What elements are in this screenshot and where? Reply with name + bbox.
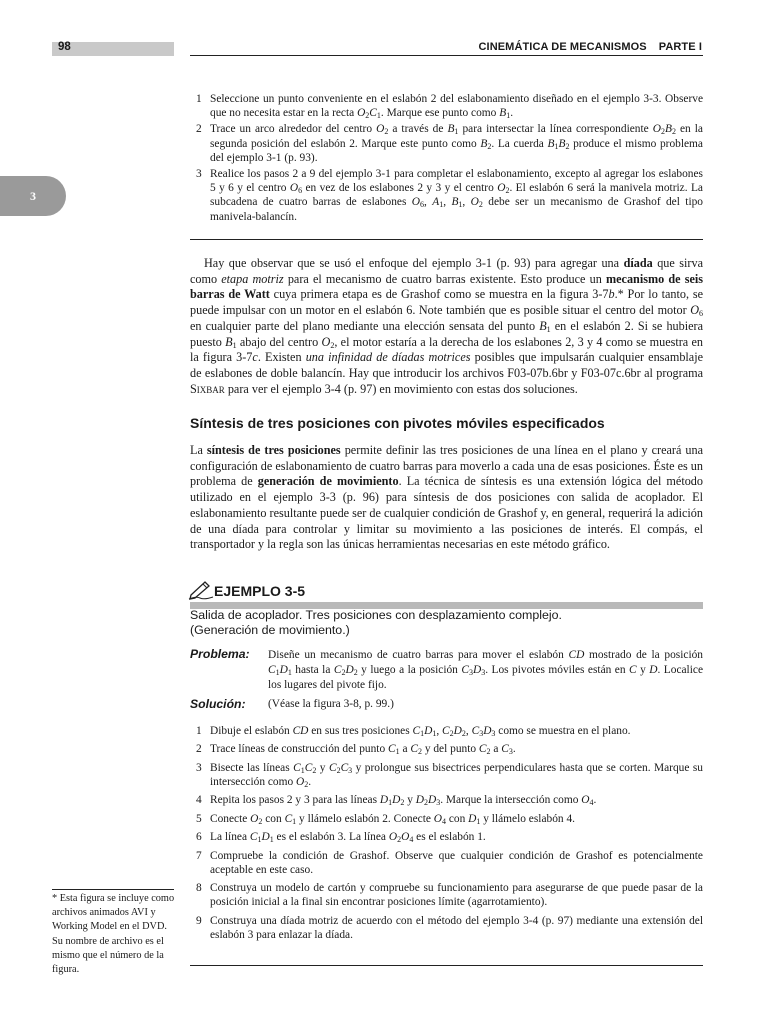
example-end-rule bbox=[190, 965, 703, 966]
step-item bbox=[196, 724, 703, 738]
step-text: Trace líneas de construcción del punto $C_1$ a $C_2$ y del punto $C_2$ a $C_3$. bbox=[210, 743, 516, 757]
step-list-b bbox=[196, 724, 703, 946]
book-title: CINEMÁTICA DE MECANISMOS bbox=[478, 41, 647, 53]
solution-text: (Véase la figura 3-8, p. 99.) bbox=[268, 698, 394, 710]
body-paragraph-three-position: La síntesis de tres posiciones permite definir las tres posiciones de una línea en el plano y creará una configuración de eslabonamiento de cuatro barras para moverlo a cada una de esas posiciones. Éste es un problema de generación de movimiento. La técnica de síntesis es una extensión lógica del método utilizado en el ejemplo 3-3 (p. 96) para síntesis de dos posiciones con salida de acoplador. El eslabonamiento resultante puede ser de cualquier condición de Grashof y, en general, requerirá la adición de una díada para controlar y limitar su movimiento a las posiciones de interés. El compás, el transportador y la regla son las únicas herramientas necesarias en este método gráfico. bbox=[190, 443, 704, 552]
example-title: EJEMPLO 3-5 bbox=[214, 583, 306, 599]
problem-text: Diseñe un mecanismo de cuatro barras para mover el eslabón CD mostrado de la posición $C_1D_1$ hasta la $C_2D_2$ y luego a la posición $C_3D_3$. Los pivotes móviles están en C y D. Localice los lugares del pivote fijo. bbox=[268, 649, 704, 691]
step-text: Seleccione un punto conveniente en el eslabón 2 del eslabonamiento diseñado en el ejemplo 3-3. Observe que no necesita estar en la recta $O_2C_1$. Marque ese punto como $B_1$. bbox=[210, 93, 703, 121]
page-number: 98 bbox=[58, 41, 71, 53]
example-subtitle-line-1: Salida de acoplador. Tres posiciones con desplazamiento complejo. bbox=[190, 608, 562, 622]
step-text: Construya un modelo de cartón y compruebe su funcionamiento para asegurarse de que puede pasar de la posición inicial a la final sin encontrar posiciones límite (agarrotamiento). bbox=[210, 882, 703, 909]
footnote-rule bbox=[52, 889, 174, 890]
footnote: * Esta figura se incluye como archivos animados AVI y Working Model en el DVD. Su nombre de archivo es el mismo que el número de la figura. bbox=[52, 893, 175, 976]
step-item bbox=[196, 830, 703, 844]
step-text: Realice los pasos 2 a 9 del ejemplo 3-1 para completar el eslabonamiento, excepto al agregar los eslabones 5 y 6 y el centro $O_6$ en vez de los eslabones 2 y 3 y el centro $O_2$. El eslabón 6 será la manivela motriz. La subcadena de cuatro barras de eslabones $O_6$, $A_1$, $B_1$, $O_2$ debe ser un mecanismo de Grashof del tipo manivela-balancín. bbox=[210, 168, 703, 223]
step-number: 8 bbox=[196, 882, 202, 895]
step-number: 9 bbox=[196, 914, 202, 927]
solution-label: Solución: bbox=[190, 697, 246, 711]
running-header bbox=[479, 41, 703, 53]
step-number: 7 bbox=[196, 849, 202, 862]
step-number: 1 bbox=[196, 93, 202, 105]
chapter-number: 3 bbox=[30, 188, 36, 203]
step-item bbox=[196, 849, 703, 877]
step-list-a bbox=[196, 92, 703, 226]
step-item bbox=[196, 812, 703, 826]
step-number: 1 bbox=[196, 725, 202, 737]
step-item bbox=[196, 122, 703, 165]
step-text: Compruebe la condición de Grashof. Observe que cualquier condición de Grashof es potencialmente aceptable en este caso. bbox=[210, 849, 703, 876]
header-rule bbox=[190, 55, 703, 56]
step-number: 5 bbox=[196, 812, 202, 825]
step-number: 4 bbox=[196, 794, 202, 807]
step-item bbox=[196, 92, 703, 120]
part-label: PARTE I bbox=[658, 41, 702, 53]
step-item bbox=[196, 914, 703, 942]
step-item bbox=[196, 761, 703, 789]
pencil-icon bbox=[188, 578, 214, 605]
step-item bbox=[196, 881, 703, 909]
body-paragraph-watt: Hay que observar que se usó el enfoque del ejemplo 3-1 (p. 93) para agregar una díada que sirva como etapa motriz para el mecanismo de cuatro barras existente. Esto produce un mecanismo de seis barras de Watt cuya primera etapa es de Grashof como se muestra en la figura 3-7b.* Por lo tanto, se puede impulsar con un motor en el eslabón 6. Note también que es posible situar el centro del motor $O_6$ en cualquier parte del plano mediante una elección sensata del punto $B_1$ en el eslabón 2. Si se hubiera puesto $B_1$ abajo del centro $O_2$, el motor estaría a la derecha de los eslabones 2, 3 y 4 como se muestra en la figura 3-7c. Existen una infinidad de díadas motrices posibles que impulsarán cualquier ensamblaje de eslabones de doble balancín. Hay que introducir los archivos F03-07b.6br y F03-07c.6br al programa Sixbar para ver el ejemplo 3-4 (p. 97) en movimiento con estas dos soluciones. bbox=[190, 256, 704, 396]
step-text: Trace un arco alrededor del centro $O_2$ a través de $B_1$ para intersectar la línea correspondiente $O_2B_2$ en la segunda posición del eslabón 2. Marque este punto como $B_2$. La cuerda $B_1B_2$ produce el mismo problema del ejemplo 3-1 (p. 93). bbox=[210, 123, 703, 164]
step-number: 2 bbox=[196, 123, 202, 136]
example-subtitle-line-2: (Generación de movimiento.) bbox=[190, 623, 350, 637]
step-number: 2 bbox=[196, 743, 202, 756]
step-text: La línea $C_1D_1$ es el eslabón 3. La línea $O_2O_4$ es el eslabón 1. bbox=[210, 831, 486, 845]
step-number: 3 bbox=[196, 168, 202, 181]
step-text: Dibuje el eslabón CD en sus tres posiciones $C_1D_1$, $C_2D_2$, $C_3D_3$ como se muestra en el plano. bbox=[210, 725, 631, 738]
example-subtitle bbox=[190, 608, 703, 638]
step-text: Bisecte las líneas $C_1C_2$ y $C_2C_3$ y prolongue sus bisectrices perpendiculares hasta que se corten. Marque su intersección como $O_2$. bbox=[210, 761, 704, 789]
step-number: 3 bbox=[196, 761, 202, 774]
step-item bbox=[196, 742, 703, 756]
step-text: Repita los pasos 2 y 3 para las líneas $D_1D_2$ y $D_2D_3$. Marque la intersección como $O_4$. bbox=[210, 794, 597, 808]
step-text: Conecte $O_2$ con $C_1$ y llámelo eslabón 2. Conecte $O_4$ con $D_1$ y llámelo eslabón 4. bbox=[210, 812, 575, 826]
problem-label: Problema: bbox=[190, 647, 250, 661]
step-item bbox=[196, 167, 703, 224]
section-title: Síntesis de tres posiciones con pivotes móviles especificados bbox=[190, 415, 605, 431]
step-text: Construya una díada motriz de acuerdo con el método del ejemplo 3-4 (p. 97) mediante una extensión del eslabón 3 para enlazar la díada. bbox=[210, 914, 703, 941]
chapter-tab bbox=[0, 176, 66, 216]
step-number: 6 bbox=[196, 831, 202, 844]
step-list-rule bbox=[190, 239, 703, 240]
step-item bbox=[196, 793, 703, 807]
